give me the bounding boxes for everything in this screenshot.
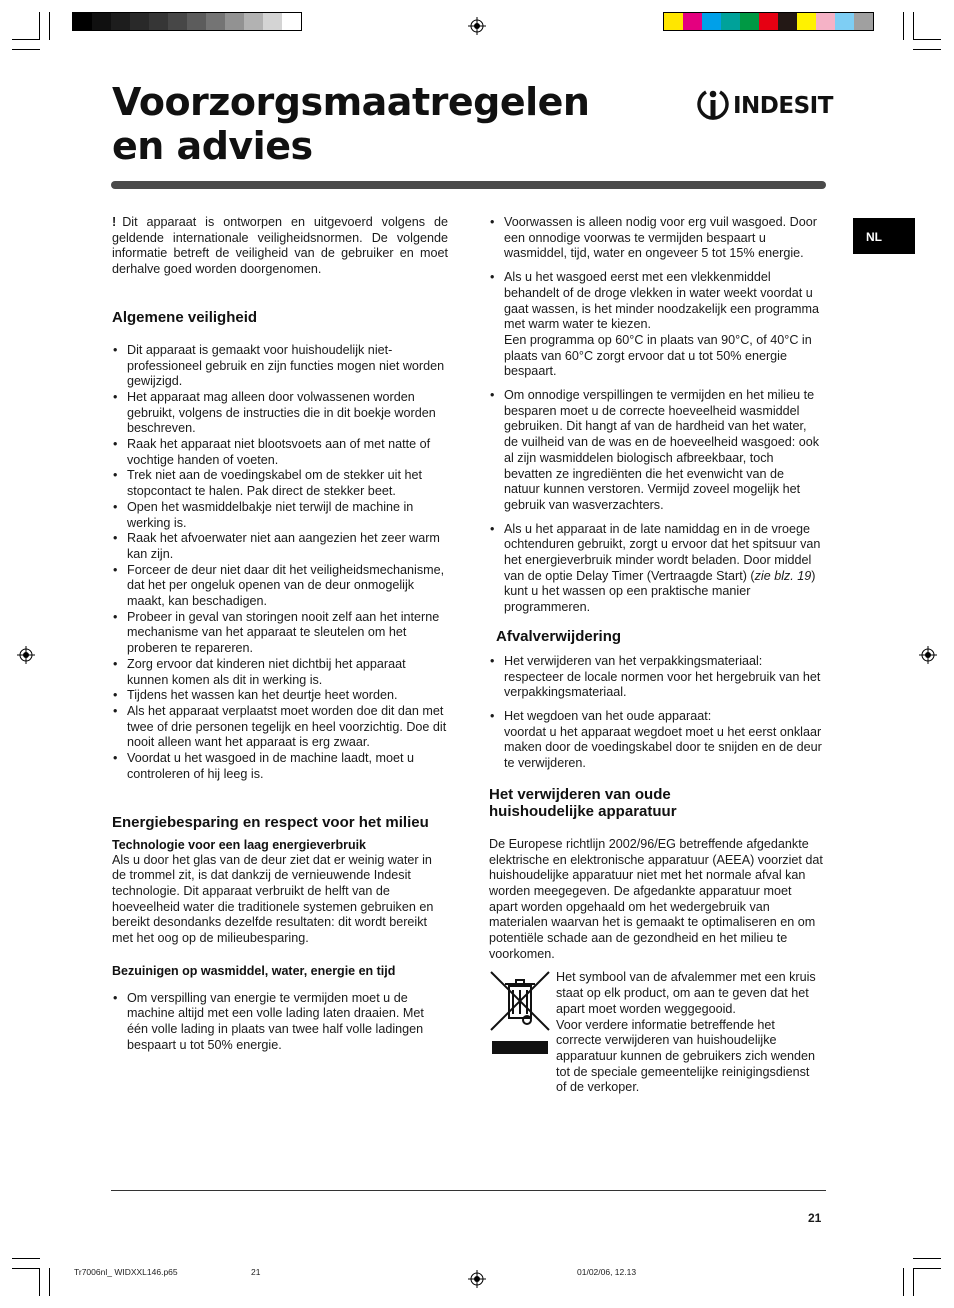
intro-text: Dit apparaat is ontworpen en uitgevoerd volgens de geldende internationale veiligheidsnormen. De volgende informatie betreft de veiligheid van de gebruiker en moet derhalve goed worden doorgenomen.	[112, 215, 448, 277]
list-item: • Om verspilling van energie te vermijden moet u de machine altijd met een volle lading laten draaien. Met één volle lading in plaats van twee half volle ladingen bespaart u tot 50% energie.	[112, 991, 448, 1054]
color-swatch	[778, 13, 797, 30]
heading-afvalverwijdering: Afvalverwijdering	[496, 627, 622, 645]
list-item: • Als het apparaat verplaatst moet worden doe dit dan met twee of drie personen tegelijk en heel voorzichtig. Doe dit nooit alleen want het apparaat is erg zwaar.	[112, 704, 448, 751]
color-swatch	[168, 13, 187, 30]
list-item: • Trek niet aan de voedingskabel om de stekker uit het stopcontact te halen. Pak direct de stekker beet.	[112, 468, 448, 499]
list-item: • Raak het apparaat niet blootsvoets aan of met natte of vochtige handen of voeten.	[112, 437, 448, 468]
list-item: • Open het wasmiddelbakje niet terwijl de machine in werking is.	[112, 500, 448, 531]
energie-paragraph: Als u door het glas van de deur ziet dat er weinig water in de trommel zit, is dat dankzij de vernieuwende Indesit technologie. Dit apparaat verbruikt de helft van de hoeveelheid water die traditionele systemen gebruiken en bereikt desondanks dezelfde resultaten: dit wordt bereikt met het oog op de milieubesparing.	[112, 852, 434, 946]
footer-timestamp: 01/02/06, 12.13	[577, 1267, 637, 1277]
color-swatch	[263, 13, 282, 30]
list-item: • Tijdens het wassen kan het deurtje heet worden.	[112, 688, 448, 704]
color-swatch	[721, 13, 740, 30]
page-title	[112, 80, 672, 168]
left-column	[112, 215, 448, 1054]
crossed-out-bin-icon	[489, 970, 551, 1062]
heading-algemene-veiligheid: Algemene veiligheid	[112, 308, 258, 326]
color-swatch	[816, 13, 835, 30]
color-swatch	[149, 13, 168, 30]
list-item: • Probeer in geval van storingen nooit zelf aan het interne mechanisme van het apparaat te sleutelen om het proberen te repareren.	[112, 610, 448, 657]
color-swatch	[835, 13, 854, 30]
right-column	[489, 215, 823, 1096]
afval-list	[489, 654, 823, 772]
color-swatch	[92, 13, 111, 30]
color-swatch	[683, 13, 702, 30]
color-swatch	[759, 13, 778, 30]
heading-energiebesparing: Energiebesparing en respect voor het milieu	[112, 813, 429, 831]
registration-mark-icon	[17, 646, 35, 664]
footer-filename: Tr7006nl_ WIDXXL146.p65	[74, 1267, 178, 1277]
energie-list	[112, 991, 448, 1054]
safety-list	[112, 343, 448, 783]
weee-paragraph: De Europese richtlijn 2002/96/EG betreffende afgedankte elektrische en elektronische apparatuur (AEEA) voorziet dat huishoudelijke apparatuur niet met het normale afval kan worden meegegeven. De afgedankte apparatuur moet apart worden opgehaald om het wedergebruik van materialen waarvan het is gemaakt te optimaliseren en om potentiële schade aan de gezondheid en het milieu te voorkomen.	[489, 836, 823, 961]
color-swatch	[225, 13, 244, 30]
subheading-technologie: Technologie voor een laag energieverbruik	[112, 837, 367, 852]
page-number: 21	[808, 1211, 822, 1225]
list-item: • Voordat u het wasgoed in de machine laadt, moet u controleren of hij leeg is.	[112, 751, 448, 782]
list-item: • Dit apparaat is gemaakt voor huishoudelijk niet-professioneel gebruik en zijn functies mogen niet worden gewijzigd.	[112, 343, 448, 390]
title-line-2: en advies	[112, 124, 313, 168]
color-swatch	[702, 13, 721, 30]
gray-color-bar	[72, 12, 302, 31]
registration-mark-icon	[468, 1270, 486, 1288]
list-item: • Forceer de deur niet daar dit het veiligheidsmechanisme, dat het per ongeluk openen van de deur onmogelijk maakt, kan beschadigen.	[112, 563, 448, 610]
color-swatch	[111, 13, 130, 30]
color-swatch	[73, 13, 92, 30]
weee-text: Het symbool van de afvalemmer met een kruis staat op elk product, om aan te geven dat het apart moet worden weggegooid. Voor verdere informatie betreffende het correcte verwijderen van huishoudelijke apparatuur kunnen de gebruikers zich wenden tot de speciale gemeentelijke reinigingsdienst of de verkoper.	[556, 970, 816, 1095]
saving-tips-list	[489, 215, 823, 616]
indesit-i-logo-icon	[697, 86, 729, 126]
footer-rule	[111, 1190, 826, 1191]
color-swatch	[797, 13, 816, 30]
list-item: • Het apparaat mag alleen door volwassenen worden gebruikt, volgens de instructies die in dit boekje worden beschreven.	[112, 390, 448, 437]
color-swatch	[664, 13, 683, 30]
list-item: • Het wegdoen van het oude apparaat: voordat u het apparaat wegdoet moet u het eerst onklaar maken door de voedingskabel door te snijden en de deur te verwijderen.	[489, 709, 823, 772]
heading-oude-apparatuur: Het verwijderen van oude huishoudelijke apparatuur	[489, 785, 677, 820]
color-swatch	[130, 13, 149, 30]
list-item: • Als u het wasgoed eerst met een vlekkenmiddel behandelt of de droge vlekken in water weekt voordat u gaat wassen, is het minder noodzakelijk een programma met warm water te kiezen. Een programma op 60°C in plaats van 90°C, of 40°C in plaats van 60°C zorgt ervoor dat u tot 50% energie bespaart.	[489, 270, 823, 380]
list-item: • Als u het apparaat in de late namiddag en in de vroege ochtenduren gebruikt, zorgt u ervoor dat het spitsuur van het energieverbruik minder wordt beladen. Door middel van de optie Delay Timer (Vertraagde Start) (zie blz. 19) kunt u het wassen op een praktische manier programmeren.	[489, 522, 823, 616]
registration-mark-icon	[919, 646, 937, 664]
footer-page: 21	[251, 1267, 261, 1277]
color-swatch	[282, 13, 301, 30]
list-item: • Om onnodige verspillingen te vermijden en het milieu te besparen moet u de correcte hoeveelheid wasmiddel gebruiken. Dit hangt af van de hardheid van het water, de vuilheid van de was en de hoeveelheid wasgoed: ook al zijn wasmiddelen biologisch afbreekbaar, toch bevatten ze ingrediënten die het evenwicht van de natuur kunnen verstoren. Vermijd zoveel mogelijk het gebruik van wasverzachters.	[489, 388, 823, 514]
weee-block	[489, 970, 823, 1096]
subheading-bezuinigen: Bezuinigen op wasmiddel, water, energie en tijd	[112, 963, 396, 978]
page-reference: zie blz. 19	[754, 568, 812, 583]
color-swatch	[740, 13, 759, 30]
intro-paragraph	[112, 215, 448, 278]
list-item: • Het verwijderen van het verpakkingsmateriaal: respecteer de locale normen voor het hergebruik van het verpakkingsmateriaal.	[489, 654, 823, 701]
warning-marker: !	[112, 215, 117, 229]
title-line-1: Voorzorgsmaatregelen	[112, 80, 590, 124]
brand-logo	[697, 86, 833, 126]
color-swatch	[206, 13, 225, 30]
brand-name: INDESIT	[733, 93, 833, 119]
color-swatch	[854, 13, 873, 30]
color-swatch	[187, 13, 206, 30]
language-tab: NL	[853, 218, 915, 254]
registration-mark-icon	[468, 17, 486, 35]
list-item: • Voorwassen is alleen nodig voor erg vuil wasgoed. Door een onnodige voorwas te vermijden bespaart u wasmiddel, tijd, water en ongeveer 5 tot 15% energie.	[489, 215, 823, 262]
process-color-bar	[663, 12, 874, 31]
header-rule	[111, 181, 826, 189]
list-item: • Raak het afvoerwater niet aan aangezien het zeer warm kan zijn.	[112, 531, 448, 562]
color-swatch	[244, 13, 263, 30]
list-item: • Zorg ervoor dat kinderen niet dichtbij het apparaat kunnen komen als dit in werking is.	[112, 657, 448, 688]
